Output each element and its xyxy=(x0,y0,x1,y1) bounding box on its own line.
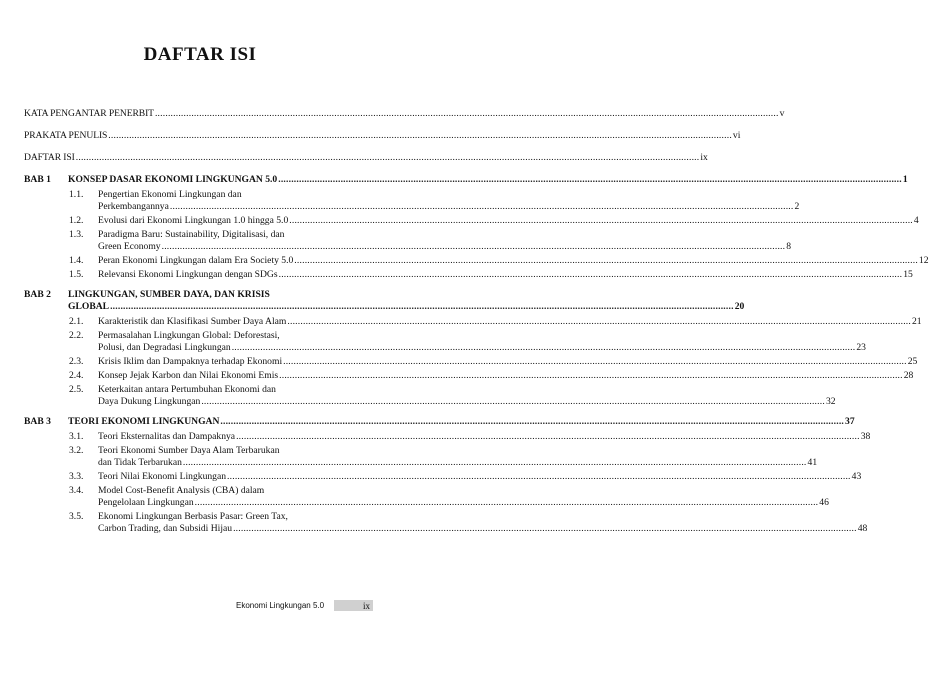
section-title xyxy=(98,330,866,354)
section-entry xyxy=(24,431,871,443)
section-page: 12 xyxy=(918,255,929,266)
toc-entry-page: v xyxy=(779,108,785,119)
section-entry xyxy=(24,471,862,483)
toc-leader-dots xyxy=(279,269,903,281)
toc-leader-dots xyxy=(170,201,794,213)
toc-leader-dots xyxy=(227,471,851,483)
section-entry xyxy=(24,485,829,509)
section-number: 1.1. xyxy=(69,189,84,200)
section-number: 3.1. xyxy=(69,431,84,442)
chapter-page: 37 xyxy=(845,416,855,427)
section-title-text: Perkembangannya xyxy=(98,201,169,212)
section-title xyxy=(98,485,829,509)
section-number: 2.3. xyxy=(69,356,84,367)
section-number: 1.2. xyxy=(69,215,84,226)
section-title-text: Daya Dukung Lingkungan xyxy=(98,396,201,407)
section-title-text: Carbon Trading, dan Subsidi Hijau xyxy=(98,523,233,534)
section-title-text: dan Tidak Terbarukan xyxy=(98,457,182,468)
section-number: 3.3. xyxy=(69,471,84,482)
section-title-text: Evolusi dari Ekonomi Lingkungan 1.0 hingga 5.0 xyxy=(98,215,289,226)
section-title-line: Paradigma Baru: Sustainability, Digitalisasi, dan xyxy=(98,229,285,240)
section-title xyxy=(98,316,922,328)
section-page: 15 xyxy=(903,269,913,280)
section-title-text: Teori Nilai Ekonomi Lingkungan xyxy=(98,471,227,482)
section-entry xyxy=(24,215,919,227)
section-title-line xyxy=(98,457,817,469)
toc-entry-label: PRAKATA PENULIS xyxy=(24,130,108,141)
chapter-title-text: KONSEP DASAR EKONOMI LINGKUNGAN 5.0 xyxy=(68,174,278,185)
section-page: 28 xyxy=(903,370,914,381)
section-page: 41 xyxy=(807,457,818,468)
section-number: 3.5. xyxy=(69,511,84,522)
section-title-text: Green Economy xyxy=(98,241,161,252)
section-number: 2.2. xyxy=(69,330,84,341)
chapter-heading xyxy=(24,289,745,313)
toc-leader-dots xyxy=(279,370,903,382)
toc-leader-dots xyxy=(287,316,911,328)
section-page: 8 xyxy=(786,241,792,252)
section-entry xyxy=(24,356,918,368)
toc-leader-dots xyxy=(278,174,902,186)
section-page: 25 xyxy=(907,356,918,367)
section-title-line xyxy=(98,215,919,227)
section-title xyxy=(98,431,870,443)
section-title-line xyxy=(98,269,913,281)
section-title xyxy=(98,384,836,408)
page-title: DAFTAR ISI xyxy=(143,44,257,65)
section-entry xyxy=(24,445,818,469)
section-page: 32 xyxy=(825,396,836,407)
toc-leader-dots xyxy=(283,356,907,368)
section-title-line: Keterkaitan antara Pertumbuhan Ekonomi dan xyxy=(98,384,276,395)
chapter-title-line xyxy=(68,416,855,428)
section-number: 2.1. xyxy=(69,316,84,327)
section-title xyxy=(98,511,867,535)
chapter-list xyxy=(24,174,929,535)
section-title-line xyxy=(98,523,867,535)
chapter-heading xyxy=(24,416,855,428)
section-title xyxy=(98,229,791,253)
section-title-line: Teori Ekonomi Sumber Daya Alam Terbarukan xyxy=(98,445,280,456)
section-title-line xyxy=(98,255,929,267)
chapter-page: 1 xyxy=(902,174,908,185)
section-title xyxy=(98,189,799,213)
section-title-line: Ekonomi Lingkungan Berbasis Pasar: Green Tax, xyxy=(98,511,288,522)
section-title-line xyxy=(98,471,861,483)
chapter-number: BAB 1 xyxy=(24,174,51,185)
section-title-line: Model Cost-Benefit Analysis (CBA) dalam xyxy=(98,485,265,496)
section-title-line xyxy=(98,316,922,328)
section-title-line xyxy=(98,241,791,253)
section-title-text: Konsep Jejak Karbon dan Nilai Ekonomi Emis xyxy=(98,370,279,381)
section-title-line xyxy=(98,396,836,408)
chapter-title-text: TEORI EKONOMI LINGKUNGAN xyxy=(68,416,220,427)
section-number: 3.4. xyxy=(69,485,84,496)
chapter-page: 20 xyxy=(734,301,745,312)
footer-page-number: ix xyxy=(363,600,371,611)
section-number: 1.5. xyxy=(69,269,84,280)
chapter-title-line: LINGKUNGAN, SUMBER DAYA, DAN KRISIS xyxy=(68,289,270,300)
section-title-text: Peran Ekonomi Lingkungan dalam Era Society 5.0 xyxy=(98,255,294,266)
chapter-title-line xyxy=(68,174,908,186)
section-entry xyxy=(24,330,866,354)
toc-leader-dots xyxy=(108,130,732,142)
section-title-text: Polusi, dan Degradasi Lingkungan xyxy=(98,342,231,353)
section-entry xyxy=(24,269,913,281)
section-title xyxy=(98,215,919,227)
section-page: 43 xyxy=(851,471,862,482)
section-title-text: Krisis Iklim dan Dampaknya terhadap Ekonomi xyxy=(98,356,283,367)
section-entry xyxy=(24,229,792,253)
section-title-line xyxy=(98,342,866,354)
section-entry xyxy=(24,384,836,408)
section-page: 23 xyxy=(856,342,866,353)
section-number: 2.4. xyxy=(69,370,84,381)
toc-entry xyxy=(24,130,741,142)
table-of-contents xyxy=(24,108,929,537)
section-title-text: Teori Eksternalitas dan Dampaknya xyxy=(98,431,236,442)
section-entry xyxy=(24,189,800,213)
toc-leader-dots xyxy=(236,431,860,443)
section-number: 1.4. xyxy=(69,255,84,266)
toc-entry-label: DAFTAR ISI xyxy=(24,152,75,163)
toc-leader-dots xyxy=(76,152,700,164)
section-title-text: Pengelolaan Lingkungan xyxy=(98,497,194,508)
chapter-title-line xyxy=(68,301,744,313)
section-title xyxy=(98,370,913,382)
toc-leader-dots xyxy=(289,215,913,227)
chapter-title xyxy=(68,416,855,428)
section-page: 38 xyxy=(860,431,871,442)
section-entry xyxy=(24,316,922,328)
chapter-number: BAB 2 xyxy=(24,289,51,300)
toc-leader-dots xyxy=(195,497,819,509)
toc-leader-dots xyxy=(294,255,918,267)
toc-leader-dots xyxy=(220,416,844,428)
chapter-title xyxy=(68,289,744,313)
toc-leader-dots xyxy=(110,301,734,313)
chapter-number: BAB 3 xyxy=(24,416,51,427)
toc-entry-page: ix xyxy=(700,152,708,163)
footer-book-title: Ekonomi Lingkungan 5.0 xyxy=(236,601,325,610)
chapter-heading xyxy=(24,174,908,186)
section-title xyxy=(98,269,913,281)
section-title xyxy=(98,445,817,469)
section-page: 2 xyxy=(794,201,800,212)
page-footer xyxy=(236,600,373,611)
chapter-title xyxy=(68,174,908,186)
section-number: 3.2. xyxy=(69,445,84,456)
footer-page-number-box xyxy=(334,600,373,611)
toc-entry xyxy=(24,108,785,120)
section-page: 21 xyxy=(912,316,922,327)
section-title-text: Relevansi Ekonomi Lingkungan dengan SDGs xyxy=(98,269,278,280)
chapter-title-text: GLOBAL xyxy=(68,301,110,312)
toc-leader-dots xyxy=(162,241,786,253)
toc-entry-page: vi xyxy=(732,130,741,141)
front-matter-list xyxy=(24,108,785,164)
section-title-line xyxy=(98,431,870,443)
toc-leader-dots xyxy=(232,342,856,354)
toc-leader-dots xyxy=(233,523,857,535)
section-entry xyxy=(24,255,929,267)
section-page: 46 xyxy=(819,497,829,508)
section-page: 48 xyxy=(857,523,868,534)
section-title-line: Pengertian Ekonomi Lingkungan dan xyxy=(98,189,242,200)
toc-entry xyxy=(24,152,708,164)
section-number: 2.5. xyxy=(69,384,84,395)
section-page: 4 xyxy=(913,215,919,226)
section-title xyxy=(98,356,917,368)
section-title-line xyxy=(98,370,913,382)
section-entry xyxy=(24,511,868,535)
section-number: 1.3. xyxy=(69,229,84,240)
section-title-line xyxy=(98,356,917,368)
toc-leader-dots xyxy=(183,457,807,469)
section-title xyxy=(98,471,861,483)
section-entry xyxy=(24,370,914,382)
section-title-text: Karakteristik dan Klasifikasi Sumber Daya Alam xyxy=(98,316,287,327)
toc-entry-label: KATA PENGANTAR PENERBIT xyxy=(24,108,154,119)
section-title-line xyxy=(98,201,799,213)
section-title-line xyxy=(98,497,829,509)
section-title-line: Permasalahan Lingkungan Global: Deforestasi, xyxy=(98,330,280,341)
section-title xyxy=(98,255,929,267)
toc-leader-dots xyxy=(155,108,779,120)
toc-leader-dots xyxy=(201,396,825,408)
